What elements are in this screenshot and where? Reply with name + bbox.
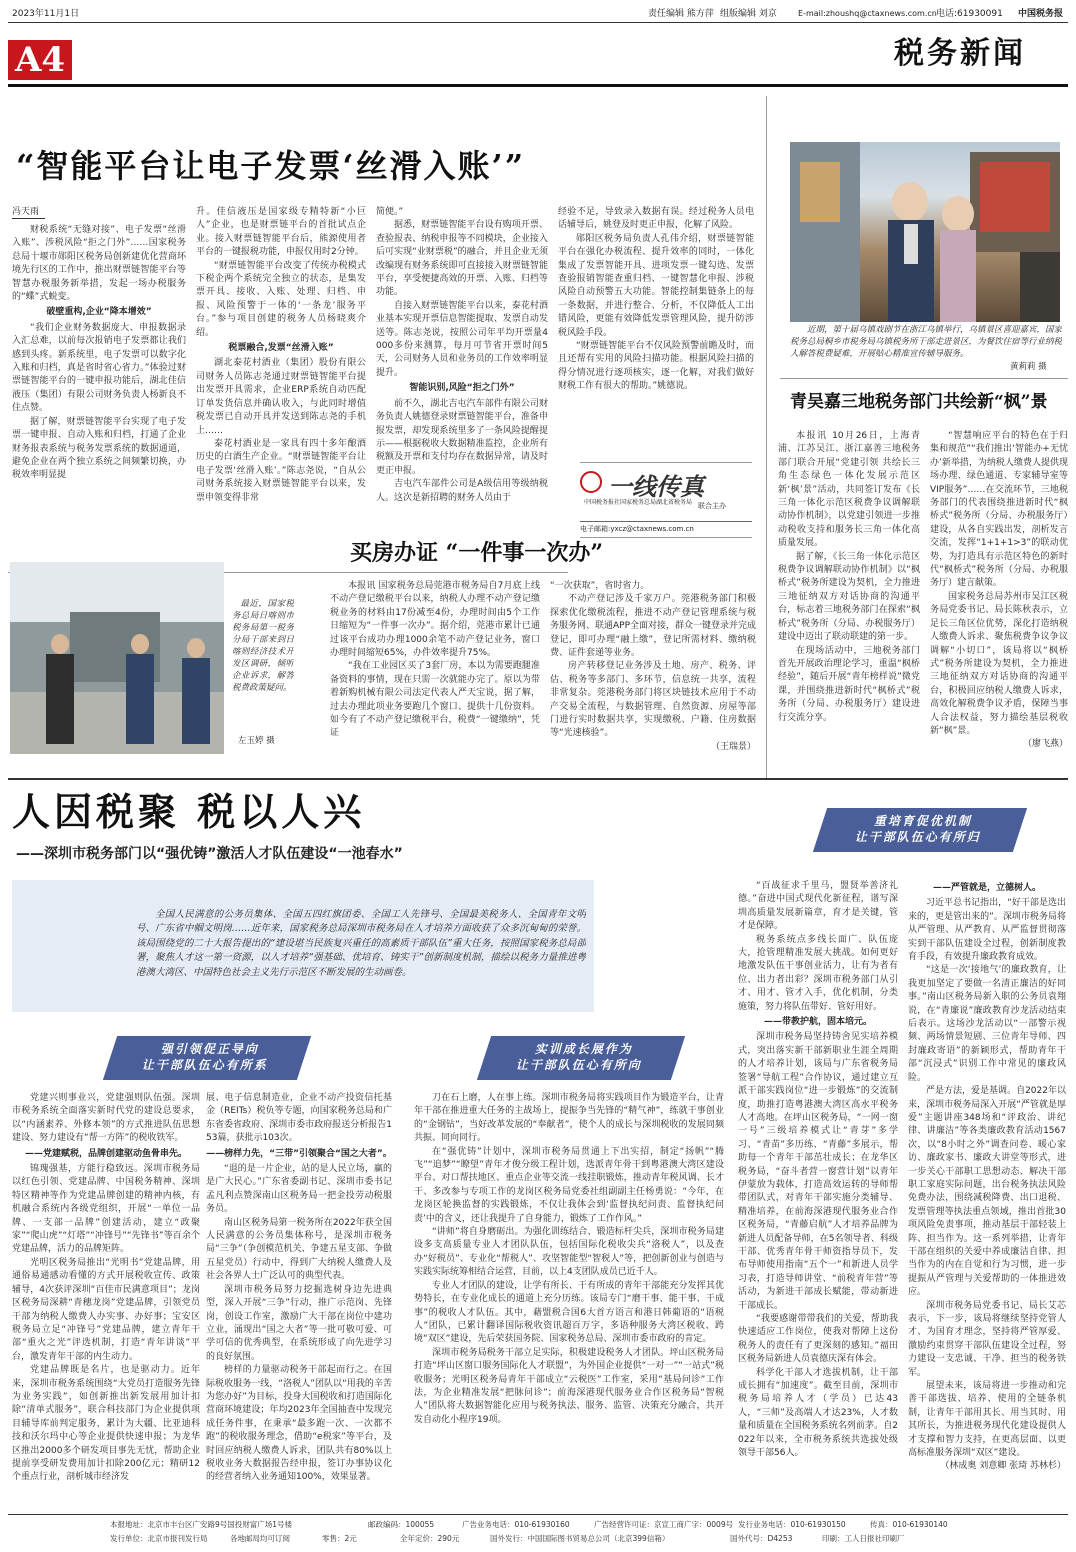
masthead [8,6,1068,22]
footer-distributor: 发行单位：北京市报刊发行局 [110,1534,208,1543]
shigatse-caption: 最近，国家税务总局日喀则市税务局第一税务分局干部来到日喀则经济技术开发区调研，倾听企业诉求，解答税费政策疑问。 [232,599,294,693]
footer-rule [8,1514,1068,1515]
feature-intro: 全国人民满意的公务员集体、全国五四红旗团委、全国工人先锋号、全国最美税务人、全国青年文明号、广东省中帼文明岗……近年来，国家税务总局深圳市税务局在人才培养方面收获了众多沉甸甸的荣誉。该局围绕党的二十大报告提出的“建设堪当民族复兴重任的高素质干部队伍”重大任务，按照国家税务总局部署，聚焦人才这一第一资源，以人才培养“强基础、优培育、铸实干”创新制度机制，描绘以税务力量推进粤港澳大湾区、中国特色社会主义先行示范区不断发展的生动画卷。 [136,909,586,978]
paper-name: 中国税务报 [1018,9,1064,19]
article1-col4: 经验不足，导致录入数据有误。经过税务人员电话辅导后，姚登及时更正申报，化解了风险。 郧阳区税务局负责人孔伟介绍，财票链智能平台在强化办税流程、提升效率的同时，一体化集成了发票智能开具、进项发票一键勾选、发票查验报销智能查重归档、一键智慧化申报、涉税风险自动预警五大功能。智能控制集链条上的每一条数据，并进行整合、分析，不仅降低人工出错风险，更能有效降低发票管理风险，提升防涉税风险手段。 “财票链智能平台不仅风险预警前瞻及时，而且还帮有实用的风险扫描功能。根据风险扫描的得分情况进行逐项核实，逐一化解，对我们做好财税工作有很大的帮助。”姚德说。 [558,207,754,392]
article1-headline: “智能平台让电子发票‘丝滑入账’” [16,147,526,185]
frontline-icon [580,471,602,493]
shigatse-photo-illustration [10,562,224,754]
article2-headline: 青吴嘉三地税务部门共绘新“枫”景 [790,392,1048,412]
footer-subscribe: 各地邮局均可订阅 [230,1534,290,1543]
article2-col1: 本报讯 10月26日，上海青浦、江苏吴江、浙江嘉善三地税务部门联合开展“党建引领 共绘长三角生态绿色一体化发展示范区新‘枫’景”活动，共同签订发布《长三角一体化示范区税费争议调解联动协作机制》，以党建引领进一步推动税收支持和服务长三角一体化高质量发展。 据了解，《长三角一体化示范区税费争议调解联动协作机制》以“枫桥式”税务所建设为契机，全力推进三地征纳双方对话协商的沟通平台，标志着三地税务部门在探索“枫桥式”税务所（分局、办税服务厅）建设中迈出了联动联建的第一步。 在现场活动中，三地税务部门首先开展政治理论学习，重温“枫桥经验”，随后开展“青年榜样说”微党课，并围绕推进新时代“枫桥式”税务所（分局、办税服务厅）建设进行交流分享。 [778,431,920,723]
footer-dist-phone: 发行业务电话：010-61930150 [738,1520,846,1529]
wuzhen-photo-illustration [790,142,1060,322]
wuzhen-credit: 黄莉莉 摄 [1010,362,1047,372]
footer [110,1518,1060,1548]
photo1-rule [780,378,1068,379]
feature-col-a2: 展、电子信息制造业，企业不动产投资信托基金（REITs）税负等专题，向国家税务总局和广东省委省政府、深圳市委市政府报送分析报告153篇，获批示103次。 ——榜样力先，“三带”引领聚合“国之大者”。 “退的是一片企业，站的是人民立场，赢的是广大民心。”广东省委副书记、深圳市委书记孟凡利点赞深南山区税务局一把金投劳动税服务员。 南山区税务局第一税务所在2022年获全国人民满意的公务员集体称号，是深圳市税务局“三争”（争创模范机关、争建五星支部、争做五星党员）行动中，得到广大纳税人缴费人及社会各界人士广泛认可的典型代表。 深圳市税务局努力挖掘选树身边先进典型，深入开展“三争”行动，推广示范岗、先锋岗，创设工作室，激励广大干部在岗位中建功立业，涌现出“国之大者”等一批可敬可爱、可学可信的优秀典型，在系统形成了向先进学习的良好氛围。 榜样的力量驱动税务干部起而行之。在国际税收服务一线，“洛税人”团队以“用我的辛苦为您办好”为目标，投身大国税收和打造国际化营商环境建设；年均2023年全国抽查中发现完成任务件事，在秉承“最多跑一次、一次都不跑”的税收服务理念，借助“e税家”等平台，及时回应纳税人缴费人诉求，团队共有80%以上税收业务大数据报告经申报，签订办事协议化的经营者纳入业务通知100%，效果显著。 [206,1093,392,1483]
article3-headline: 买房办证 “一件事一次办” [350,540,603,566]
footer-ad-phone: 广告业务电话：010-61930160 [462,1520,570,1529]
frontline-co: 联合主办 [698,502,726,510]
banner-b-line1: 实训成长展作为 [534,1042,633,1056]
article1-col2: 升。佳信液压是国家级专精特新“小巨人”企业，也是财票链平台的首批试点企业。接入财票链智能平台后，熊源使用者平台的一键报税功能，申报仅用时2分钟。 “财票链智能平台改变了传统办税模式下税企两个系统完全独立的状态，是集发票开具、接收、入账、处理、归档、申报、风险预警于一体的‘一条龙’服务平台。”参与项目创建的税务人员杨晓爽介绍。 税票融合,发票“丝滑入账” 湖北泰花村酒业（集团）股份有限公司财务人员陈志尧通过财票链智能平台提出发票开具需求，企业ERP系统自动匹配订单发货信息并确认收入，与此同时增值税发票已自动开具并发送到陈志尧的手机上…… 泰花村酒业是一家具有四十多年酿酒历史的白酒生产企业。“财票链智能平台让电子发票‘丝滑入账’。”陈志尧说，“自从公司财务系统接入财票链智能平台以来，发票申领变得非常 [196,207,366,503]
feature-col-b1: 刀在石上磨，人在事上练。深圳市税务局将实践项目作为锻造平台，让青年干部在推进重大任务的主战场上，提振争当先锋的“精气神”，练就干事创业的“金钢钻”，当好改革发展的“奉献者”，使个人的成长与深圳税收的发展同频共振、同向同行。 在“强优铸”计划中，深圳市税务局贯通上下出实招，制定“扬帆”“腾飞”“追梦”“瞭望”青年才俊分级工程计划，选派青年骨干到粤港澳大湾区建设平台、对口帮扶地区、重点企业等交流一线挂职锻炼，推动青年税风调、长才干、多改参与专项工作的龙岗区税务局党委社组副副主任杨勇说：“今年，在龙岗区轮换监督的实践锻炼，不仅让我体会到‘监督执纪问责、监督执纪问责’中的含义，还让我提升了自身能力，锻炼了工作作风。” “讲师”将自身磨砺出。为强化训练结合、锻造标杆尖兵，深圳市税务局建设多支高质量专业人才团队队伍，包括国际化税收尖兵“洛税人”，以及查办“好税员”、专业化“帮税人”、攻坚智能型“智税人”等，把创新创业与创造与实践实际统筹相结合运营，目前，以上4支团队成员已近千人。 专业人才团队的建设，让学有所长、干有所成的青年干部能充分发挥其优势特长，在专业化成长的通道上充分历练。该局专门“磨干事、能干事、干成事”的税收人才队伍。其中，藉盟税合国6大首方语言和港日韩葡语的“语税人”团队，已累计翻译国际税收资讯超百万字，多语种服务大湾区税收、跨境“双区”建设，先后荣获国务院、国家税务总局、深圳市委市政府的肯定。 深圳市税务局税务干部立足实际，积极建设税务人才团队。坪山区税务局打造“坪山区窗口服务国际化人才联盟”，为外国企业提供“一对一”“一站式”税收服务；光明区税务局青年干部成立“云税医”工作室，采用“基局问诊”工作法，为企业精准发展“把脉问诊”；前海深港现代服务业合作区税务局“智税人”团队将大数据智能化应用与税务执法、服务、监管、决策充分融合，共开发自动化小程序19项。 [414,1093,724,1425]
page-number: A4 [8,40,72,80]
wuzhen-caption: 近期，第十届乌镇戏剧节在浙江乌镇举行，乌镇景区喜迎嘉宾，国家税务总局桐乡市税务局乌镇税务所干部走进景区，为餐饮住宿等行业纳税人解答税费疑难，开展贴心精准宣传辅导服务。 [790,325,1062,359]
article3-col1: 本报讯 国家税务总局莞港市税务局自7月底上线不动产登记缴税平台以来，纳税人办理不动产登记缴税业务的材料由17份减至4份，办理时间由5个工作日缩短为“一件事一次办”。据介绍，莞港市累计已通过该平台成功办理1000余笔不动产登记业务，窗口办理时间缩短65%，办件效率提升75%。 “我在工业园区买了3套厂房，本以为需要跑腿准备资料的事情，现在只需一次就能办完了。原以为带着新购机械有限公司法定代表人严天宝说，据了解，过去办理此项业务要跑几个窗口、提供十几份资料。如今有了不动产登记缴税平台，税费“一键缴纳”，凭证 [330,581,540,739]
phone: 电话:61930091 [936,9,1003,19]
footer-overseas-code: 国外代号：D4253 [730,1534,793,1543]
frontline-sponsor: 中国税务报社国家税务总局湖北省税务局 [584,499,693,506]
feature-top-rule [8,778,1068,780]
right-column-divider [766,96,767,778]
shigatse-photo [10,562,224,754]
article1-col1: 财税系统“无缝对接”、电子发票“丝滑入账”、涉税风险“拒之门外”……国家税务总局十堰市郧阳区税务局创新建优化营商环境先行区的工作中，推出财票链智能平台等智慧办税服务新举措，发起一场办税服务的“蝶”式蜕变。 破壁重构,企业“降本增效” “我们企业财务数据庞大、申报数据录入汇总难，以前每次报销电子发票都让我们感到头疼。新系统里，电子发票可以数字化入账和归档，真是省时省心省力。”体验过财票链智能平台的一键申报功能后，湖北佳信液压（集团）有限公司财务负责人杨新良不住点赞。 据了解，财票链智能平台实现了电子发票一键申报、自动入账和归档，打通了企业财务报表系统与税务发票系统的数据通道，避免企业在两个独立系统之间频繁切换，办税效率明显提 [12,225,186,481]
feature-headline: 人因税聚 税以人兴 [12,790,366,834]
editor: 责任编辑 熊方萍 [648,9,714,19]
feature-subtitle: ——深圳市税务部门以“强优铸”激活人才队伍建设“一池春水” [16,846,403,862]
wuzhen-photo [790,142,1060,322]
banner-a [103,1036,311,1080]
banner-c-line2: 让干部队伍心有所归 [854,830,981,844]
frontline-box [580,462,752,538]
footer-address: 本报地址：北京市丰台区广安路9号国投财富广场1号楼 [110,1520,293,1529]
footer-postcode: 邮政编码：100055 [368,1520,435,1529]
banner-b-line2: 让干部队伍心有所向 [515,1058,642,1072]
layout-editor: 组版编辑 刘京 [720,9,777,19]
article1-author: 冯天雨 [12,206,45,219]
footer-ad-license: 广告经营许可证：京宣工商广字：0009号 [594,1520,734,1529]
issue-date: 2023年11月1日 [12,9,80,19]
banner-a-line1: 强引领促正导向 [160,1042,259,1056]
article3-col2: “一次获取”，省时省力。 不动产登记涉及千家万户。莞港税务部门积极探索优化缴税流程，推进不动产登记管理系统与税务服务网、联通APP全面对接，群众一键登录并完成登记，即可办理“融上缴”，登记所需材料、缴纳税费、证件套递等业务。 房产转移登记业务涉及土地、房产、税务、评估、税务等多部门、多环节，信息统一共享，流程非常复杂。莞港税务部门将区块链技术应用于不动产交易全流程，与数据管理、自然资源、房屋等部门进行实时数据共享，实现缴税、户籍、住房数据等“光速核验”。 （王瑞景） [550,581,756,752]
footer-retail: 零售：2元 [322,1534,357,1543]
frontline-email: 电子邮箱:yxcz@ctaxnews.com.cn [580,521,752,534]
masthead-rule [8,22,1068,23]
feature-col-a1: 党建兴则事业兴，党建强则队伍强。深圳市税务系统全面落实新时代党的建设总要求，以“内涵素养、外修本领”的方式推进队伍思想建设、努力建设有“帮一方阵”的税收铁军。 ——党建赋税，品牌创建驱动鱼骨串先。 锦瑰强基，方能行稳致远。深圳市税务局以红色引领、党建品牌、中国税务精神、深圳特区精神等作为党建品牌创建的精神内核，有机融合系统内各级党组织，开展“一单位一品牌、一支部一品牌”创建活动，建立“政聚家”“爬山虎”“灯塔”“冲锋号”“先锋书”等百余个党建品牌，活力的品牌矩阵。 光明区税务局推出“光明书”党建品牌，用通俗易通感动看懂的方式开展税收宣传、政策辅导，4次获评深圳“百佳市民满意项目”；龙岗区税务局深耕“青穗龙岗”党建品牌，引领党员干部为纳税人缴费人办实事、办好事；宝安区税务局立足“冲锋号”党建品牌，建立青年干部“重火之光”评选机制，打造“青年讲谈”平台，激发青年干部的内生动力。 党建品牌既是名片，也是驱动力。近年来，深圳市税务系统围绕“大党员打造服务先锋为业务实践”，如创新推出新发展用加计扣除“清单式服务”，联合科技部门为企业提供项目辅导库前判定服务，累计为大疆、比亚迪科技和沃尔玛中心等企业提供快速申报；为龙华区推出2000多个研发项目事先无忧，帮助企业提前享受研发费用加计扣除200亿元；精研12个重点行业，剖析城市经济发 [12,1093,200,1483]
feature-col-c2: ——严管就是，立德树人。 习近平总书记指出，“好干部是选出来的，更是管出来的”。深圳市税务局将从严管理、从严教育、从严监督贯彻落实到干部队伍建设全过程，创新制度教育手段，有效提升廉政教育成效。 “这是一次‘接地气’的廉政教育，让我更加坚定了要做一名清正廉洁的好同事。”南山区税务局新入职的公务员袁翔说，在“青廉说”廉政教育沙龙活动结束后表示。这场沙龙活动以“一部警示视频、两场情景短剧、三位青年导师、四封廉政寄语”的新颖形式，帮助青年干部“沉浸式”识别工作中常见的廉政风险。 严是方法，爱是基调。自2022年以来，深圳市税务局深入开展“严管就是厚爱”主题讲座348场和“评政治、讲纪律、讲廉洁”等各类廉政教育活动1567次，以“8小时之外”调查问卷、暖心家访、廉政家书、廉政大讲堂等形式，进一步关心干部职工思想动态、解决干部职工家庭实际问题，出台税务执法风险免费办法，围绕减税降费、出口退税、发票管理等执法重点领域，推出首批30项风险免责事项，推动基层干部轻装上阵、担当作为。这一系列举措，让青年干部在组织的关爱中养成廉洁自律、担当作为的内在自觉和行为习惯，进一步提振从严管理与关爱帮助的一体推进效应。 深圳市税务局党委书记、局长艾芯表示，下一步，该局将继续坚持党管人才、为国育才理念，坚持将严管厚爱、激励约束贯穿干部队伍建设全过程，努力建设一支忠诚、干净、担当的税务铁军。 展望未来，该局将进一步推动和完善干部选拔、培养、使用的全链条机制，让青年干部用其长、用当其时、用其所长，为推进税务现代化建设提供人才支撑和智力支持，在更高层面、以更高标准服务深圳“双区”建设。 （林成奥 刘意卿 张琦 苏林杉） [908,883,1066,1472]
footer-annual: 全年定价：290元 [400,1534,460,1543]
banner-c-line1: 重培育促优机制 [873,814,972,828]
banner-c [813,808,1027,852]
section-rule [8,84,1068,87]
email: E-mail:zhoushq@ctaxnews.com.cn [798,9,937,18]
footer-fax: 传真：010-61930140 [870,1520,948,1529]
article2-col2: “智慧响应平台的特色在于归集和规范”“我们推出‘智能办+无忧办’新举措，为纳税人缴费人提供现场办理、绿色通道、专家辅导室等VIP服务”……在交流环节，三地税务部门的代表围绕推进新时代“枫桥式”税务所（分局、办税服务厅）建设，从各自实践出发，剖析发言交流，发挥“1+1+1>3”的联动优势，为打造具有示范区特色的新时代“枫桥式”税务所（分局、办税服务厅）建言献策。 国家税务总局苏州市吴江区税务局党委书记、局长陈秋表示，立足长三角区位优势，深化打造纳税人缴费人诉求、聚焦税费争议争议调解“小切口”，该局将以“枫桥式”税务所建设为契机，全力推进三地征纳双方对话协商的沟通平台，积极回应纳税人缴费人诉求，高效化解税费争议矛盾，保障当事人合法权益，努力描绘基层税收新“枫”景。 （廖飞燕） [930,431,1068,750]
feature-col-c1: “百战征求千里马，盟贤举善济礼德。”奋进中国式现代化新征程，谱写深圳高质量发展新篇章，育才是关键，管才是保障。 税务系统点多线长面广、队伍庞大，抢管理精准发展大挑战。如何更好地激发队伍干事创业活力，让有为者有位、出力者出彩？深圳市税务部门从引才、用才、管才入手，优化机制，分类施策，努力将队伍带好、管好用好。 ——带教护航，固本培元。 深圳市税务局坚持铸舍见实培养模式，突出落实新干部新职业生涯全周期的人才培养计划，该局与广东省税务局签署“导航工程”合作协议，通过建立互派干部实践岗位“进一步锻炼”的交流制度，助推打造粤港澳大湾区高水平税务人才高地。在坪山区税务局，“一网一窗一号”三级培养模式让“青芽”多学习、“青苗”多历练、“青藤”多展示，帮助每一个青年干部茁壮成长；在龙华区税务局，“奋斗者营一窗营计划”以青年伊蒙放为载体，打造高效运转的导师帮带团队式，对青年干部实施分类辅导、精准培养，在前海深港现代服务业合作区税务局，“青藤启航”人才培养品牌为新进人员配备导师，在5名领导者、科级干部、优秀青年骨干师资指导员下，发布导师使用指南“五个一”和新进人员学习表，打造导师讲堂、“前税青年营”等活动，为新进干部成长赋能，带动新进干部成长。 “我要感谢带带我们的关爱，帮助我快速适应工作岗位，使我对帮障上这份税务人的责任有了更深刻的感知。”福田区税务局新进人员袁德庆深有体会。 科学化干部人才选拔机制，让干部成长拥有“加速度”。截至目前，深圳市税务局培养人才（学员）已达43人，“三师”及高端人才达23%，人才数量和质量在全国税务系统名列前茅。自2022年以来，全市税务系统共选拔处级领导干部56人。 [738,881,898,1459]
shigatse-credit: 左玉婷 摄 [238,736,275,746]
banner-a-line2: 让干部队伍心有所系 [141,1058,268,1072]
section-title: 税务新闻 [894,36,1026,71]
footer-overseas: 国外发行：中国国际图书贸易总公司（北京399信箱） [490,1534,670,1543]
footer-printer: 印刷：工人日报社印刷厂 [822,1534,905,1543]
banner-b [477,1036,685,1080]
article1-col3: 简便。” 据悉，财票链智能平台设有购项开票、查验报表、纳税申报等不同模块，企业接入后可实现“业财票税”的融合，并且企业无须改编现有财务系统即可直接接入财票链智能平台，享受便捷高效的开票、入账、归档等功能。 自接入财票链智能平台以来，泰花村酒业基本实现开票信息智能提取、发票自动发送等。陈志尧说，按照公司年平均开票量4000多份来测算，每月可节省开票时间5天，公司财务人员和业务员的工作效率明显提升。 智能识别,风险“拒之门外” 前不久，湖北吉屯汽车部件有限公司财务负责人姚德登录财票链智能平台，准备申报发票，却发现系统里多了一条风险提醒提示——根据税收大数据精准监控，企业所有税额及开票和支付均存在数据异常，请及时更正申报。 吉屯汽车部件公司是A级信用等级纳税人。这次是新招聘的财务人员由于 [376,207,548,503]
frontline-title: 一线传真 [608,472,704,501]
